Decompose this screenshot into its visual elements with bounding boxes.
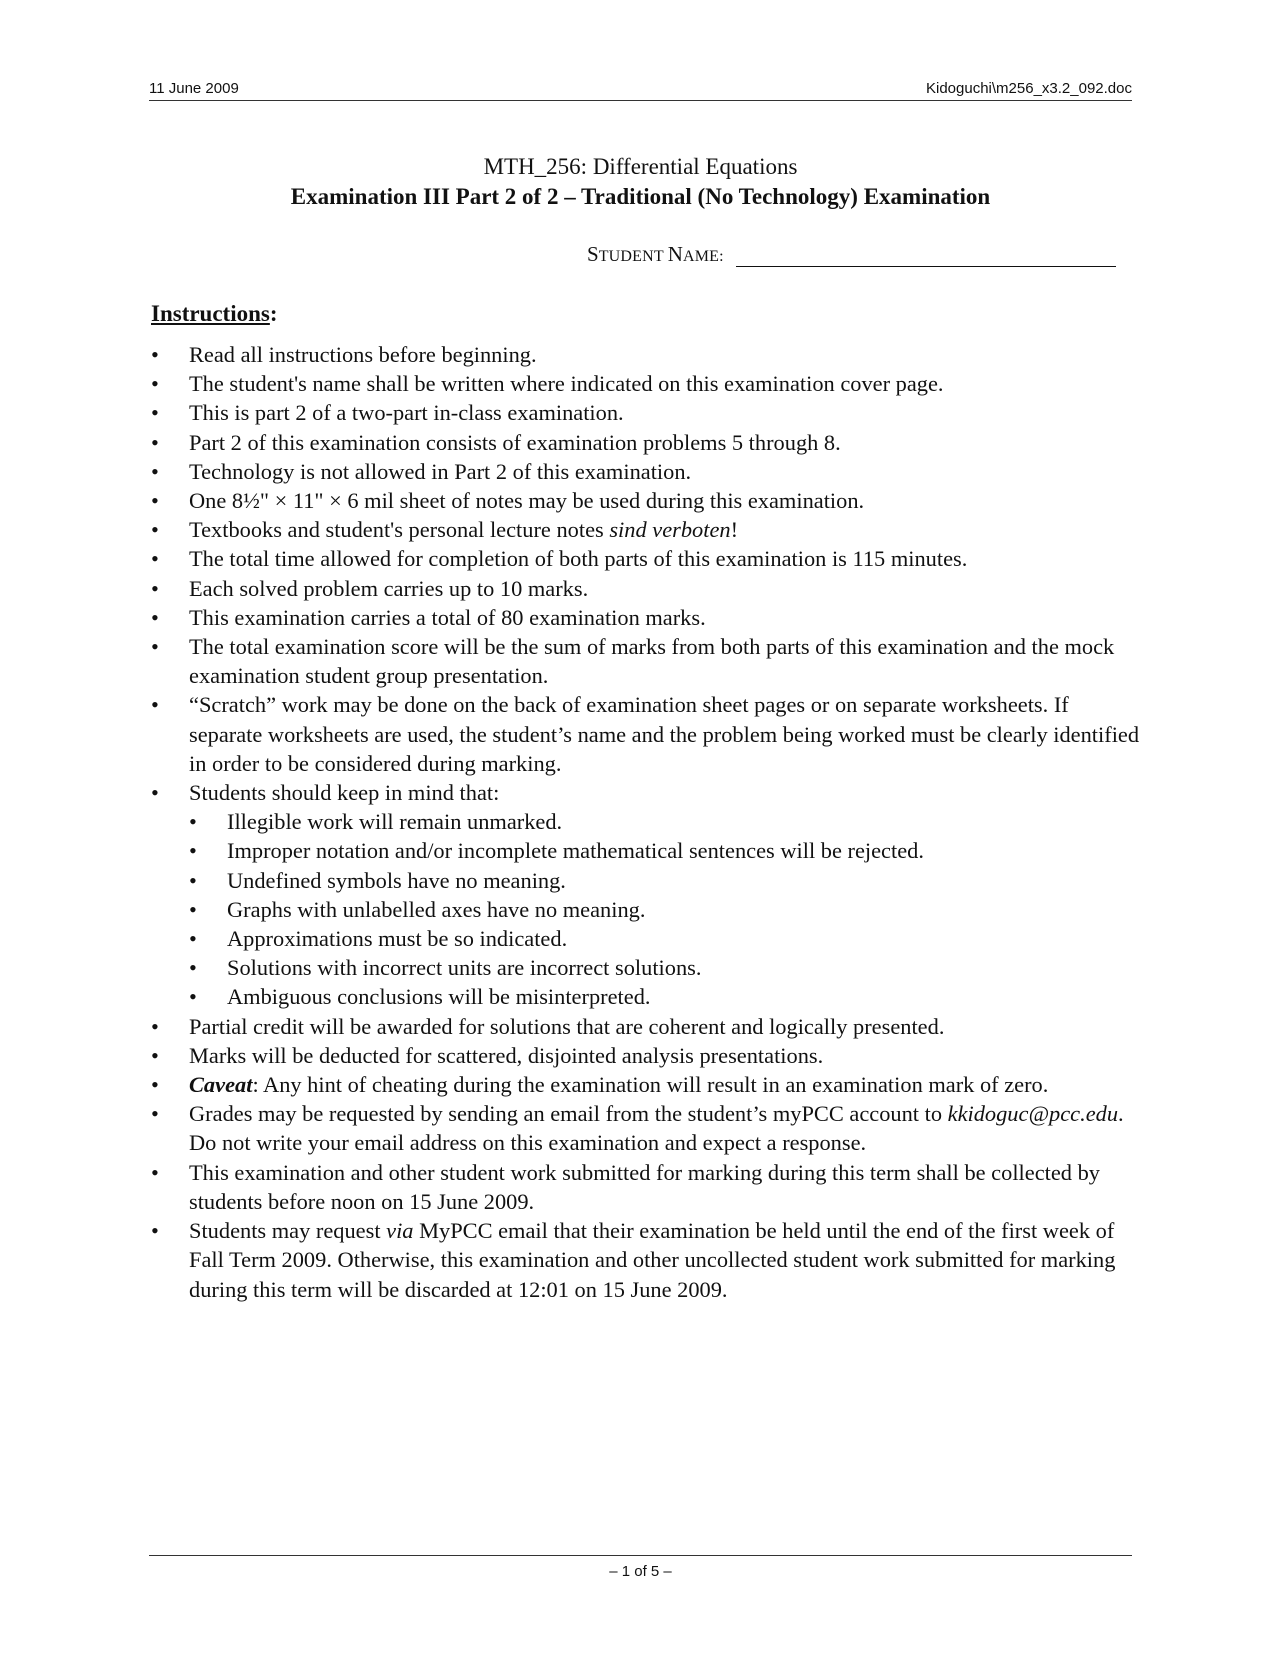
header-date: 11 June 2009: [149, 80, 239, 97]
sub-list-item: • Graphs with unlabelled axes have no meaning.: [189, 895, 1141, 924]
sub-list-item: • Improper notation and/or incomplete mathematical sentences will be rejected.: [189, 836, 1141, 865]
list-item: • This examination and other student work submitted for marking during this term shall be collected by students before noon on 15 June 2009.: [151, 1158, 1141, 1216]
running-header: [149, 80, 1132, 101]
list-item: • “Scratch” work may be done on the back of examination sheet pages or on separate worksheets. If separate worksheets are used, the student’s name and the problem being worked must be clearly identified in order to be considered during marking.: [151, 690, 1141, 778]
sub-list-item: • Approximations must be so indicated.: [189, 924, 1141, 953]
list-item: • Each solved problem carries up to 10 marks.: [151, 574, 1141, 603]
student-name-blank[interactable]: [736, 242, 1116, 267]
list-item: • One 8½" × 11" × 6 mil sheet of notes may be used during this examination.: [151, 486, 1141, 515]
sub-list-item: • Solutions with incorrect units are incorrect solutions.: [189, 953, 1141, 982]
sub-list-item: • Illegible work will remain unmarked.: [189, 807, 1141, 836]
title-block: [149, 152, 1132, 212]
list-item: • Partial credit will be awarded for solutions that are coherent and logically presented.: [151, 1012, 1141, 1041]
list-item: • Students may request via MyPCC email that their examination be held until the end of the first week of Fall Term 2009. Otherwise, this examination and other uncollected student work submitted for marking during this term will be discarded at 12:01 on 15 June 2009.: [151, 1216, 1141, 1304]
list-item: • The total examination score will be the sum of marks from both parts of this examination and the mock examination student group presentation.: [151, 632, 1141, 690]
student-name-field: [587, 242, 1116, 267]
email-link[interactable]: kkidoguc@pcc.edu: [947, 1101, 1119, 1127]
exam-title: Examination III Part 2 of 2 – Traditional (No Technology) Examination: [290, 184, 991, 209]
page-number: – 1 of 5 –: [609, 1563, 672, 1580]
list-item: • Grades may be requested by sending an email from the student’s myPCC account to kkidoguc@pcc.edu. Do not write your email address on this examination and expect a response.: [151, 1099, 1141, 1157]
list-item: • The total time allowed for completion of both parts of this examination is 115 minutes.: [151, 544, 1141, 573]
sub-list: [189, 807, 1141, 1011]
header-filename: Kidoguchi\m256_x3.2_092.doc: [926, 80, 1132, 97]
instructions-list: [151, 340, 1141, 1304]
list-item: • The student's name shall be written where indicated on this examination cover page.: [151, 369, 1141, 398]
list-item: • Read all instructions before beginning.: [151, 340, 1141, 369]
list-item: • Part 2 of this examination consists of examination problems 5 through 8.: [151, 428, 1141, 457]
list-item: • Caveat: Any hint of cheating during the examination will result in an examination mark of zero.: [151, 1070, 1141, 1099]
list-item: • This examination carries a total of 80 examination marks.: [151, 603, 1141, 632]
course-title: MTH_256: Differential Equations: [483, 154, 798, 179]
footer-rule: [149, 1555, 1132, 1556]
list-item: • Technology is not allowed in Part 2 of this examination.: [151, 457, 1141, 486]
instructions-heading: Instructions:: [151, 301, 278, 326]
list-item: • Textbooks and student's personal lecture notes sind verboten!: [151, 515, 1141, 544]
sub-list-item: • Undefined symbols have no meaning.: [189, 866, 1141, 895]
sub-list-item: • Ambiguous conclusions will be misinterpreted.: [189, 982, 1141, 1011]
list-item: • Marks will be deducted for scattered, disjointed analysis presentations.: [151, 1041, 1141, 1070]
list-item: • This is part 2 of a two-part in-class examination.: [151, 398, 1141, 427]
list-item: • Students should keep in mind that: • Illegible work will remain unmarked. • Improper notation and/or incomplete mathematical sentences will be rejected. • Undefined symbols have no meaning. • Graphs with unlabelled axes have no meaning. • Approximations must be so indicated. • Solutions with incorrect units are incorrect solutions. • Ambiguous conclusions will be misinterpreted.: [151, 778, 1141, 1012]
student-name-label: STUDENT NAME:: [587, 242, 724, 266]
